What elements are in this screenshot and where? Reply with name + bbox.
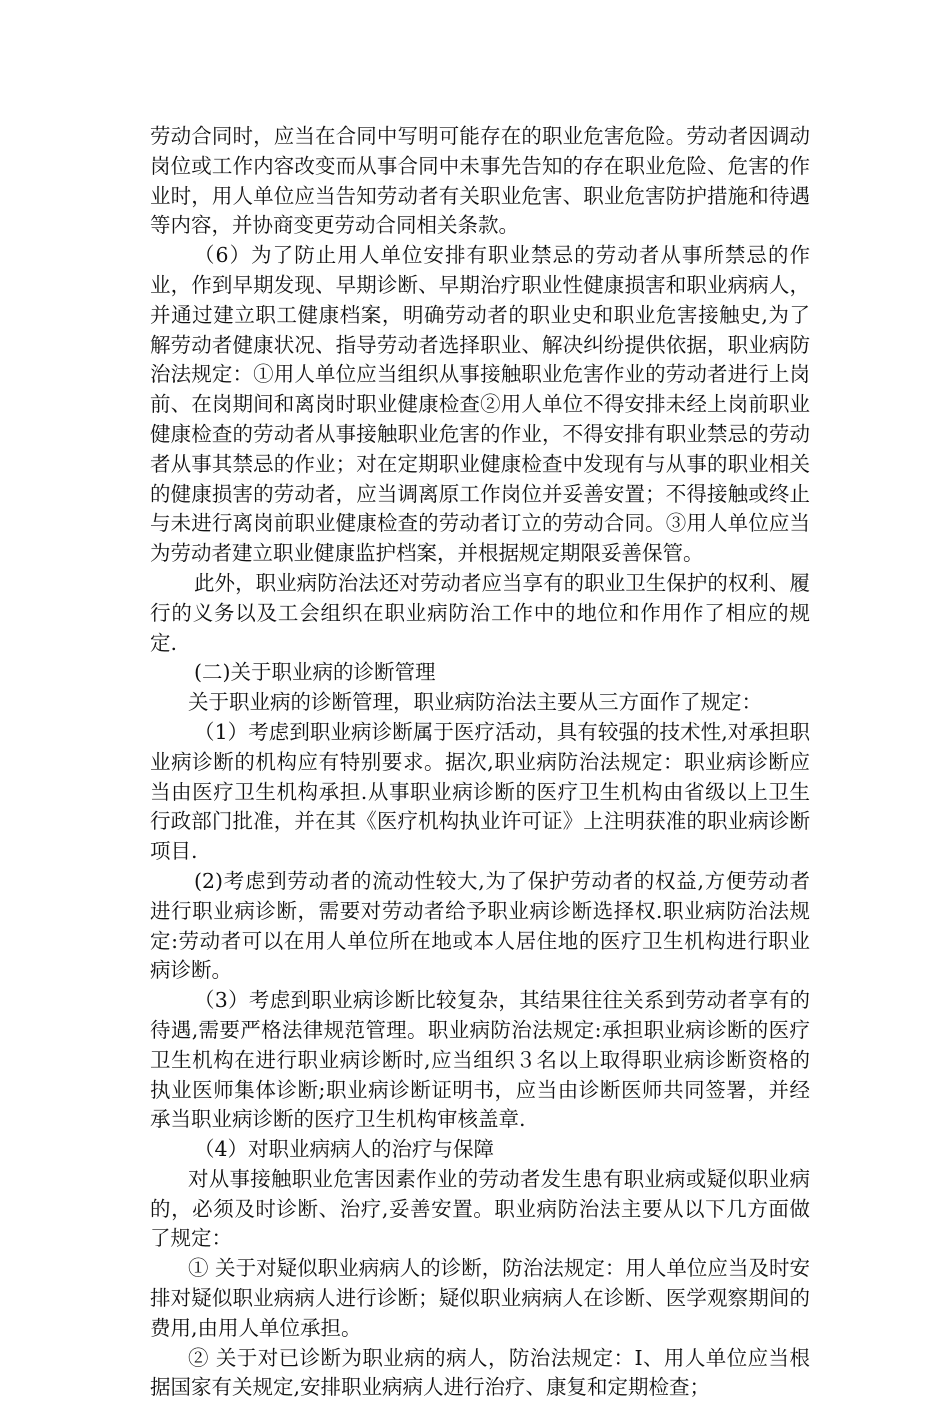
paragraph-heading-treatment: （4）对职业病病人的治疗与保障 [194, 1137, 495, 1162]
paragraph-item-6: （6）为了防止用人单位安排有职业禁忌的劳动者从事所禁忌的作业，作到早期发现、早期诊断、早期治疗职业性健康损害和职业病病人，并通过建立职工健康档案，明确劳动者的职业史和职业危害接触史,为了解劳动者健康状况、指导劳动者选择职业、解决纠纷提供依据，职业病防治法规定：①用人单位应当组织从事接触职业危害作业的劳动者进行上岗前、在岗期间和离岗时职业健康检查②用人单位不得安排未经上岗前职业健康检查的劳动者从事接触职业危害的作业，不得安排有职业禁忌的劳动者从事其禁忌的作业；对在定期职业健康检查中发现有与从事的职业相关的健康损害的劳动者，应当调离原工作岗位并妥善安置；不得接触或终止与未进行离岗前职业健康检查的劳动者订立的劳动合同。③用人单位应当为劳动者建立职业健康监护档案，并根据规定期限妥善保管。 [150, 243, 810, 566]
paragraph-diagnosis-1: （1）考虑到职业病诊断属于医疗活动，具有较强的技术性,对承担职业病诊断的机构应有特别要求。据次,职业病防治法规定：职业病诊断应当由医疗卫生机构承担.从事职业病诊断的医疗卫生机构由省级以上卫生行政部门批准，并在其《医疗机构执业许可证》上注明获准的职业病诊断项目. [150, 719, 810, 864]
paragraph-diagnosis-2: (2)考虑到劳动者的流动性较大,为了保护劳动者的权益,方便劳动者进行职业病诊断，需要对劳动者给予职业病诊断选择权.职业病防治法规定:劳动者可以在用人单位所在地或本人居住地的医疗卫生机构进行职业病诊断。 [150, 868, 810, 983]
paragraph-diagnosed-patients: ② 关于对已诊断为职业病的病人，防治法规定：Ⅰ、用人单位应当根据国家有关规定,安排职业病病人进行治疗、康复和定期检查； [150, 1345, 810, 1400]
paragraph-diagnosis-intro: 关于职业病的诊断管理，职业病防治法主要从三方面作了规定： [188, 690, 762, 715]
document-body [150, 122, 810, 1403]
paragraph-contract-continuation: 劳动合同时，应当在合同中写明可能存在的职业危害危险。劳动者因调动岗位或工作内容改变而从事合同中未事先告知的存在职业危险、危害的作业时，用人单位应当告知劳动者有关职业危害、职业危害防护措施和待遇等内容，并协商变更劳动合同相关条款。 [150, 124, 810, 238]
paragraph-suspected-patients: ① 关于对疑似职业病病人的诊断，防治法规定：用人单位应当及时安排对疑似职业病病人进行诊断；疑似职业病病人在诊断、医学观察期间的费用,由用人单位承担。 [150, 1256, 810, 1340]
paragraph-diagnosis-3: （3）考虑到职业病诊断比较复杂，其结果往往关系到劳动者享有的待遇,需要严格法律规范管理。职业病防治法规定:承担职业病诊断的医疗卫生机构在进行职业病诊断时,应当组织３名以上取得职业病诊断资格的执业医师集体诊断;职业病诊断证明书，应当由诊断医师共同签署，并经承当职业病诊断的医疗卫生机构审核盖章. [150, 988, 810, 1132]
paragraph-additionally: 此外，职业病防治法还对劳动者应当享有的职业卫生保护的权利、履行的义务以及工会组织在职业病防治工作中的地位和作用作了相应的规定. [150, 570, 810, 655]
section-heading-diagnosis: (二)关于职业病的诊断管理 [194, 660, 436, 685]
paragraph-treatment-intro: 对从事接触职业危害因素作业的劳动者发生患有职业病或疑似职业病的，必须及时诊断、治疗,妥善安置。职业病防治法主要从以下几方面做了规定： [150, 1166, 810, 1251]
